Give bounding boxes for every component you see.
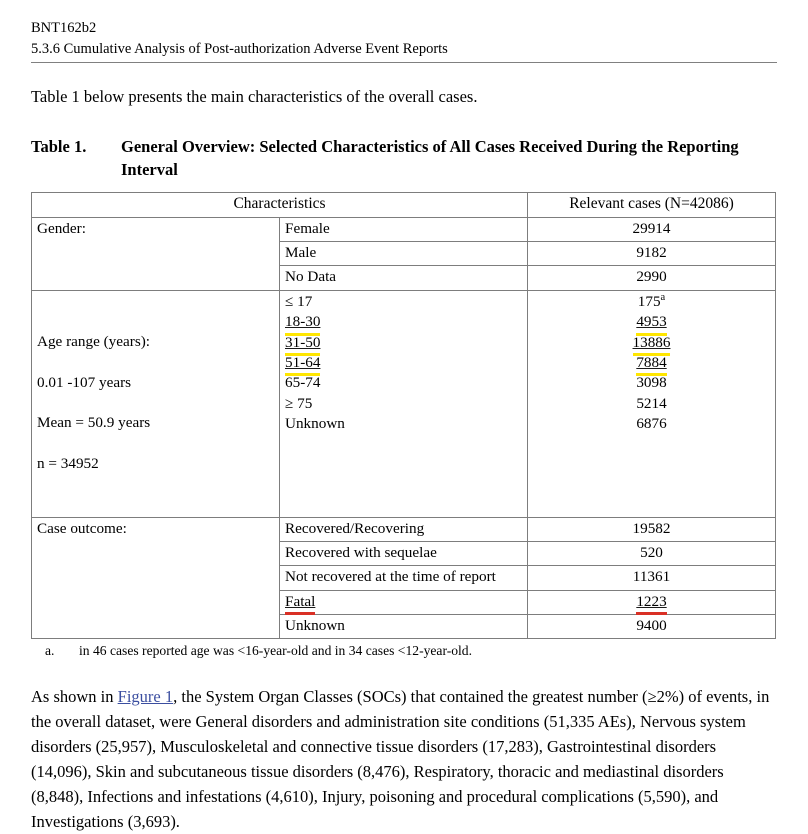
row-label: Recovered with sequelae: [280, 542, 528, 566]
list-item: [285, 373, 522, 393]
closing-paragraph: [31, 684, 779, 834]
list-spacer: [285, 435, 522, 451]
list-item: [285, 292, 522, 312]
group-label-case-outcome: Case outcome:: [32, 517, 280, 638]
document-section-title: 5.3.6 Cumulative Analysis of Post-authorization Adverse Event Reports: [31, 40, 448, 57]
group-label-gender: Gender:: [32, 218, 280, 291]
age-band-label: 65-74: [285, 374, 321, 392]
row-label: Recovered/Recovering: [280, 517, 528, 541]
header-divider-rule: [31, 62, 777, 63]
paragraph-text-after-link: , the System Organ Classes (SOCs) that contained the greatest number (≥2%) of events, in the overall dataset, were General disorders and administration site conditions (51,335 AEs), Nervous system disorders (25,957), Musculoskeletal and connective tissue disorders (17,283), Gastrointestinal disorders (14,096), Skin and subcutaneous tissue disorders (8,476), Respiratory, thoracic and mediastinal disorders (8,848), Infections and infestations (4,610), Injury, poisoning and procedural complications (5,590), and Investigations (3,693).: [31, 686, 770, 832]
list-item: [533, 394, 770, 414]
table-head: [32, 193, 776, 218]
row-label: No Data: [280, 266, 528, 290]
list-item: [285, 353, 522, 373]
footnote-marker: a.: [45, 643, 55, 659]
age-label-line: Age range (years):: [37, 333, 151, 351]
age-band-label: ≥ 75: [285, 394, 313, 412]
age-band-label-highlighted: 18-30: [285, 312, 320, 332]
table-footnote: [31, 642, 778, 660]
table-row: [32, 517, 776, 541]
row-value: 9182: [528, 242, 776, 266]
list-item: [533, 312, 770, 332]
row-label-underlined: Fatal: [285, 592, 315, 612]
row-value-cell: [528, 590, 776, 614]
age-label-line: Mean = 50.9 years: [37, 414, 151, 432]
age-bands-list: [285, 292, 522, 451]
age-group-label-lines: [37, 312, 274, 495]
column-header-characteristics: Characteristics: [32, 193, 528, 218]
age-label-line: 0.01 -107 years: [37, 373, 132, 391]
paragraph-text-before-link: As shown in: [31, 686, 118, 706]
age-band-label: Unknown: [285, 415, 345, 433]
list-item: [285, 414, 522, 434]
age-band-label-highlighted: 31-50: [285, 333, 320, 353]
age-band-value: 3098: [636, 374, 667, 392]
age-bands-list-cell: [280, 290, 528, 517]
group-label-age-range: [32, 290, 280, 517]
list-item: [285, 394, 522, 414]
table-header-row: [32, 193, 776, 218]
row-label: Not recovered at the time of report: [280, 566, 528, 590]
age-band-value-highlighted: 7884: [636, 353, 666, 373]
age-values-list-cell: [528, 290, 776, 517]
characteristics-table: [31, 192, 776, 639]
row-value: 11361: [528, 566, 776, 590]
age-band-value-highlighted: 13886: [633, 333, 671, 353]
list-item: [285, 312, 522, 332]
list-item: [533, 292, 770, 312]
age-values-list: [533, 292, 770, 451]
document-running-header: [31, 18, 778, 61]
list-item: [285, 333, 522, 353]
table-row-age-group: [32, 290, 776, 517]
row-value-underlined: 1223: [636, 592, 666, 612]
table-caption-text: General Overview: Selected Characteristics of All Cases Received During the Reporting Interval: [121, 136, 739, 179]
row-value: 2990: [528, 266, 776, 290]
age-band-label: ≤ 17: [285, 292, 313, 310]
intro-paragraph: Table 1 below presents the main characteristics of the overall cases.: [31, 87, 478, 107]
footnote-text: in 46 cases reported age was <16-year-old and in 34 cases <12-year-old.: [79, 643, 473, 659]
figure-1-link[interactable]: Figure 1: [117, 686, 174, 706]
row-label: Female: [280, 218, 528, 242]
age-label-line: n = 34952: [37, 455, 99, 473]
row-value: 19582: [528, 517, 776, 541]
age-band-value: 175: [637, 292, 661, 310]
row-label: Male: [280, 242, 528, 266]
table-row: [32, 218, 776, 242]
age-band-value-highlighted: 4953: [636, 312, 666, 332]
list-spacer: [533, 435, 770, 451]
age-band-value: 5214: [636, 394, 667, 412]
table-caption-label: Table 1.: [31, 136, 87, 156]
product-code: BNT162b2: [31, 20, 97, 36]
list-item: [533, 414, 770, 434]
row-label-cell: [280, 590, 528, 614]
age-band-label-highlighted: 51-64: [285, 353, 320, 373]
row-label: Unknown: [280, 614, 528, 638]
row-value: 29914: [528, 218, 776, 242]
list-item: [533, 333, 770, 353]
footnote-marker-superscript: a: [660, 291, 666, 303]
age-band-value: 6876: [636, 415, 667, 433]
list-item: [533, 373, 770, 393]
table-body: [32, 218, 776, 639]
column-header-relevant-cases: Relevant cases (N=42086): [528, 193, 776, 218]
row-value: 9400: [528, 614, 776, 638]
table-caption: [31, 136, 778, 182]
row-value: 520: [528, 542, 776, 566]
list-item: [533, 353, 770, 373]
